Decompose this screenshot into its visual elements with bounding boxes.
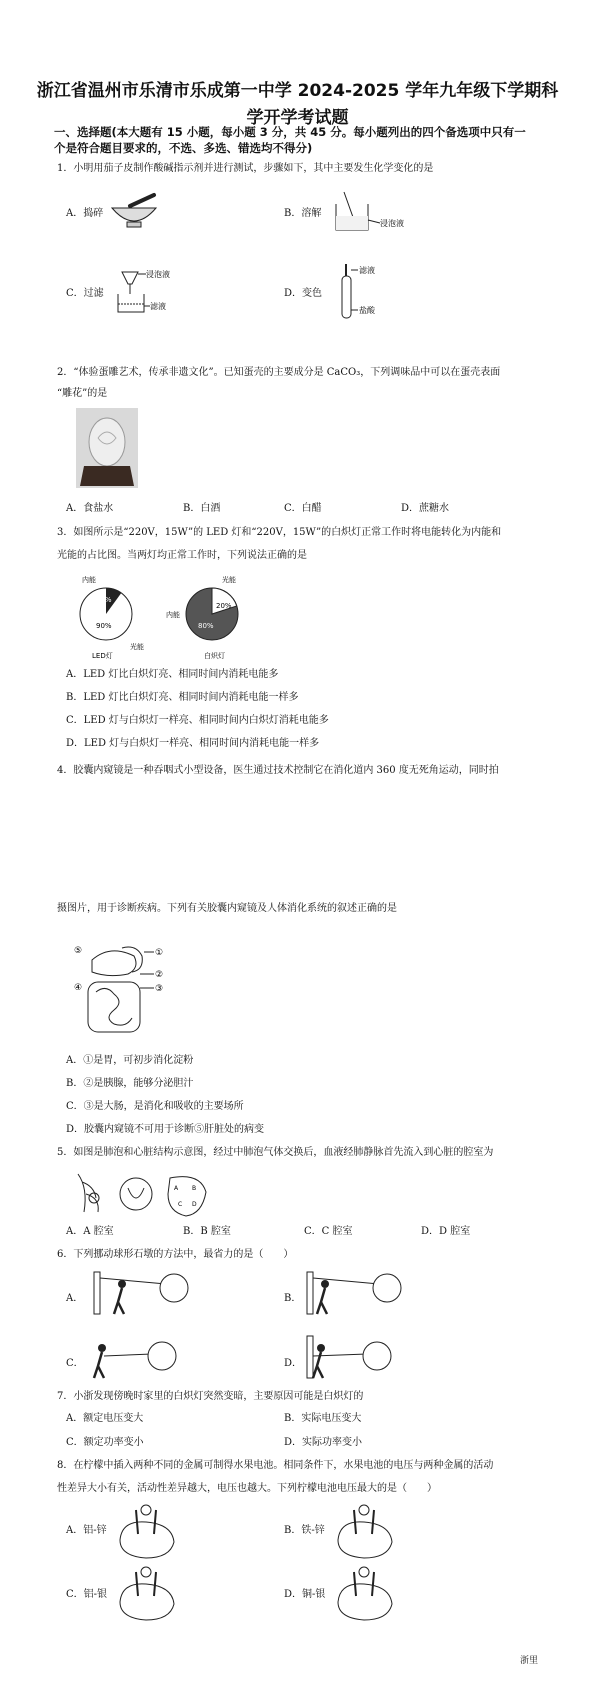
lemon-shape <box>120 1522 174 1558</box>
egg-stand <box>80 466 134 486</box>
q1-option-b: B．溶解 <box>284 208 322 219</box>
lemon-battery-c <box>112 1566 182 1622</box>
q7-option-d: D．实际功率变小 <box>284 1437 363 1448</box>
q4-stem-line2: 摄图片，用于诊断疾病。下列有关胶囊内窥镜及人体消化系统的叙述正确的是 <box>57 903 397 914</box>
meter-icon <box>141 1567 151 1577</box>
led-small-pct: 10% <box>96 596 112 604</box>
q6-figure-b <box>305 1268 415 1318</box>
q1-option-d: D．变色 <box>284 288 323 299</box>
lemon-battery-b <box>330 1504 400 1560</box>
q6-figure-a <box>92 1268 202 1318</box>
filtration-figure <box>110 266 190 316</box>
mortar-pestle-figure <box>108 192 160 230</box>
small-intestine-shape <box>96 988 132 1025</box>
footer-brand: 浙里 <box>520 1656 539 1666</box>
led-guangneng-label: 光能 <box>130 643 144 651</box>
mark-4: ④ <box>74 983 83 993</box>
q5-option-a: A．A 腔室 <box>66 1226 114 1237</box>
q4-option-b: B．②是胰腺，能够分泌胆汁 <box>66 1078 194 1089</box>
q3-stem-line1: 3．如图所示是“220V，15W”的 LED 灯和“220V，15W”的白炽灯正常工作时将电能转化为内能和 <box>57 527 502 538</box>
q4-option-c: C．③是大肠，是消化和吸收的主要场所 <box>66 1101 244 1112</box>
page-title-line1: 浙江省温州市乐清市乐成第一中学 2024-2025 学年九年级下学期科 <box>36 81 559 101</box>
q8-stem-line2: 性差异大小有关，活动性差异越大，电压也越大。下列柠檬电池电压最大的是（ ） <box>57 1483 437 1494</box>
label-lvye: 滤液 <box>150 302 166 311</box>
q1-stem: 1．小明用茄子皮制作酸碱指示剂并进行测试，步骤如下，其中主要发生化学变化的是 <box>57 163 434 174</box>
q8-stem-line1: 8．在柠檬中插入两种不同的金属可制得水果电池。相同条件下，水果电池的电压与两种金属的活动 <box>57 1460 494 1471</box>
mark-3: ③ <box>155 984 164 994</box>
q6-option-b: B． <box>284 1293 302 1304</box>
bulb-neineng-label: 内能 <box>166 611 180 619</box>
meter-icon <box>359 1505 369 1515</box>
meter-icon <box>359 1567 369 1577</box>
bulb-name: 白炽灯 <box>204 652 225 660</box>
q6-figure-c <box>92 1332 202 1382</box>
bulb-guangneng-label: 光能 <box>222 576 236 584</box>
led-name: LED灯 <box>92 652 113 660</box>
q6-option-a: A． <box>66 1293 84 1304</box>
stomach-shape <box>122 947 142 972</box>
q3-option-b: B．LED 灯比白炽灯亮、相同时间内消耗电能一样多 <box>66 692 299 703</box>
q6-figure-d <box>305 1332 415 1382</box>
q6-stem: 6．下列挪动球形石墩的方法中，最省力的是（ ） <box>57 1249 294 1260</box>
q4-option-a: A．①是胃，可初步消化淀粉 <box>66 1055 194 1066</box>
q8-option-d: D．铜-银 <box>284 1589 326 1600</box>
q7-option-a: A．额定电压变大 <box>66 1413 144 1424</box>
alveolus-shape <box>120 1178 152 1210</box>
q5-option-c: C．C 腔室 <box>304 1226 353 1237</box>
mark-1: ① <box>155 948 164 958</box>
mark-5: ⑤ <box>74 946 83 956</box>
q2-stem-line1: 2．“体验蛋雕艺术，传承非遗文化”。已知蛋壳的主要成分是 CaCO₃，下列调味品中可以在蛋壳表面 <box>57 367 501 378</box>
q5-stem: 5．如图是肺泡和心脏结构示意图，经过中肺泡气体交换后，血液经肺静脉首先流入到心脏的腔室为 <box>57 1147 494 1158</box>
q7-option-c: C．额定功率变小 <box>66 1437 144 1448</box>
beaker-dissolve-figure <box>330 190 410 236</box>
test-tube-figure <box>334 262 394 322</box>
heart-shape <box>168 1177 206 1216</box>
q8-option-c: C．铝-银 <box>66 1589 108 1600</box>
q1-option-c: C．过滤 <box>66 288 104 299</box>
lemon-shape <box>338 1522 392 1558</box>
alveoli-heart-figure <box>74 1168 214 1218</box>
q2-option-b: B．白酒 <box>183 503 221 514</box>
q6-option-c: C． <box>66 1358 84 1369</box>
lemon-shape <box>120 1584 174 1620</box>
q3-stem-line2: 光能的占比图。当两灯均正常工作时，下列说法正确的是 <box>57 550 307 561</box>
q2-stem-line2: “雕花”的是 <box>57 388 108 399</box>
liver-shape <box>92 951 136 976</box>
q5-option-b: B．B 腔室 <box>183 1226 231 1237</box>
section-heading-line1: 一、选择题(本大题有 15 小题，每小题 3 分，共 45 分。每小题列出的四个备选项中只有一 <box>54 125 526 139</box>
q4-stem-line1: 4．胶囊内窥镜是一种吞咽式小型设备，医生通过技术控制它在消化道内 360 度无死角运动，同时拍 <box>57 765 499 776</box>
bulb-small-pct: 20% <box>216 602 232 610</box>
q3-option-d: D．LED 灯与白炽灯一样亮、相同时间内消耗电能一样多 <box>66 738 320 749</box>
lemon-battery-a <box>112 1504 182 1560</box>
q7-stem: 7．小浙发现傍晚时家里的白炽灯突然变暗，主要原因可能是白炽灯的 <box>57 1391 364 1402</box>
q4-option-d: D．胶囊内窥镜不可用于诊断⑤肝脏处的病变 <box>66 1124 265 1135</box>
led-big-pct: 90% <box>96 622 112 630</box>
q2-option-d: D．蔗糖水 <box>401 503 450 514</box>
meter-icon <box>141 1505 151 1515</box>
led-pie-chart <box>70 572 160 660</box>
label-yansuan: 盐酸 <box>359 306 375 315</box>
bulb-pie-chart <box>164 572 264 660</box>
heart-chamber-b: B <box>192 1185 197 1192</box>
led-neineng-label: 内能 <box>82 576 96 584</box>
q2-option-a: A．食盐水 <box>66 503 114 514</box>
page-title-line2: 学开学考试题 <box>246 108 349 128</box>
lemon-shape <box>338 1584 392 1620</box>
q6-option-d: D． <box>284 1358 303 1369</box>
section-heading-line2: 个是符合题目要求的，不选、多选、错选均不得分) <box>54 141 313 155</box>
q8-option-b: B．铁-锌 <box>284 1525 325 1536</box>
mark-2: ② <box>155 970 164 980</box>
q7-option-b: B．实际电压变大 <box>284 1413 362 1424</box>
heart-chamber-c: C <box>178 1201 183 1208</box>
q1-option-a: A．捣碎 <box>66 208 104 219</box>
bulb-big-pct: 80% <box>198 622 214 630</box>
q2-option-c: C．白醋 <box>284 503 322 514</box>
label-jinpaoye: 浸泡液 <box>380 219 404 228</box>
egg-carving-photo <box>76 408 138 488</box>
digestive-system-figure <box>74 938 174 1038</box>
heart-chamber-a: A <box>174 1185 179 1192</box>
q3-option-a: A．LED 灯比白炽灯亮、相同时间内消耗电能多 <box>66 669 279 680</box>
q8-option-a: A．铝-锌 <box>66 1525 107 1536</box>
q5-option-d: D．D 腔室 <box>421 1226 471 1237</box>
q3-option-c: C．LED 灯与白炽灯一样亮、相同时间内白炽灯消耗电能多 <box>66 715 329 726</box>
heart-chamber-d: D <box>192 1201 197 1208</box>
lemon-battery-d <box>330 1566 400 1622</box>
label-jinpaoye-2: 浸泡液 <box>146 270 170 279</box>
label-lvye-2: 滤液 <box>359 266 375 275</box>
